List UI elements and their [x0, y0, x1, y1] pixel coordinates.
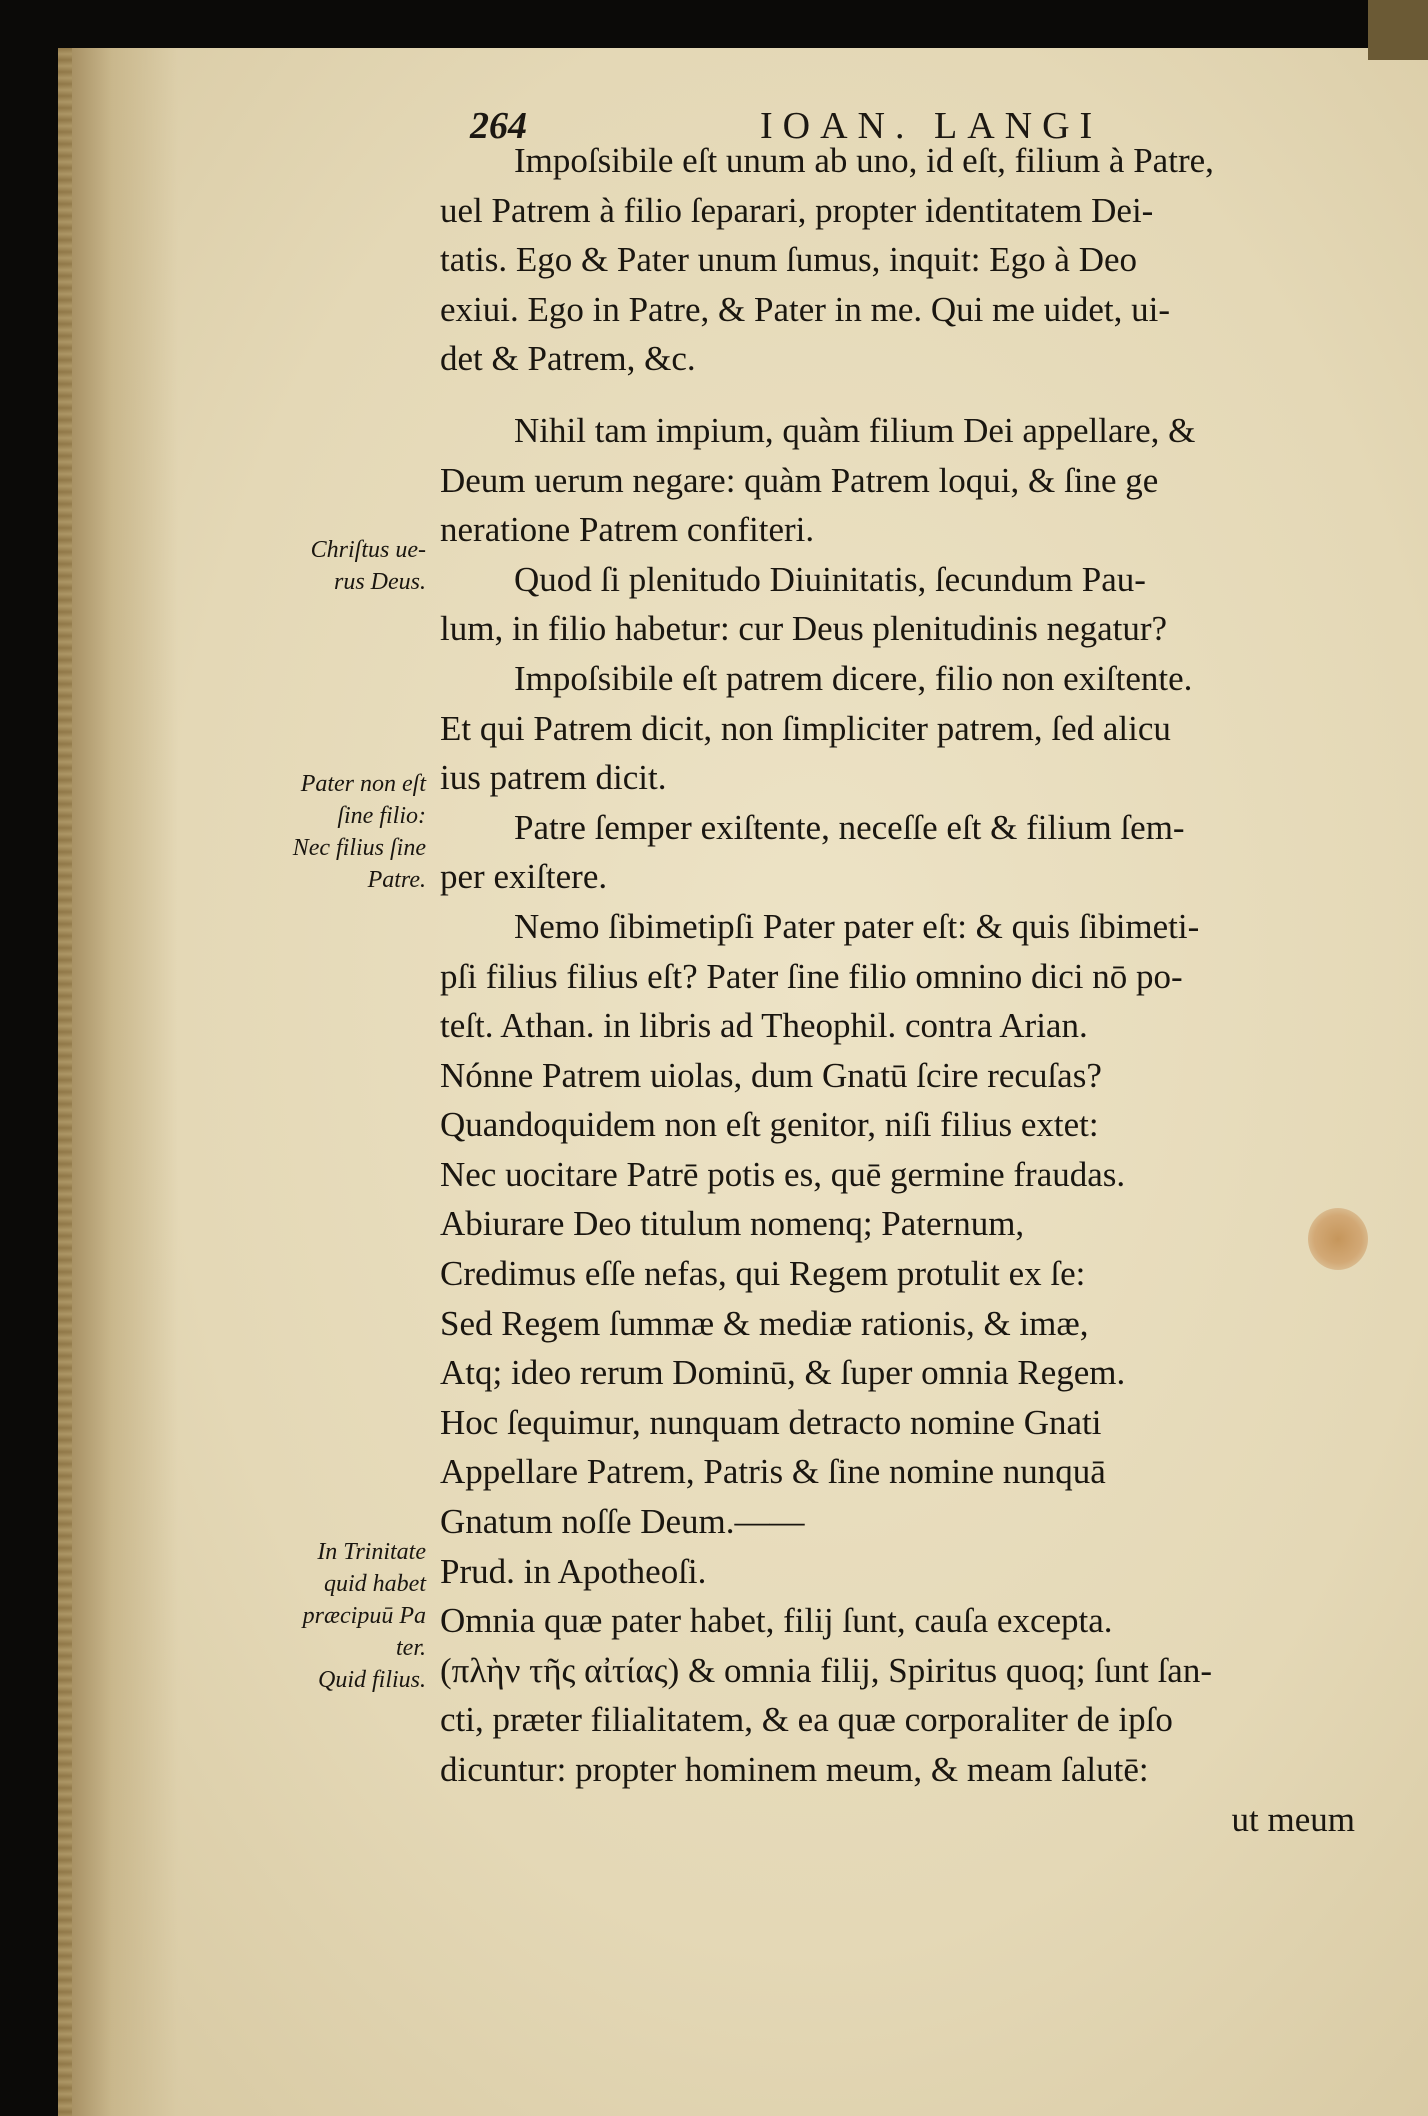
- text-line: Nec uocitare Patrē potis es, quē germine fraudas.: [440, 1154, 1126, 1194]
- text-line: Impoſsibile eſt unum ab uno, id eſt, filium à Patre,: [514, 141, 1214, 180]
- text-line: Et qui Patrem dicit, non ſimpliciter patrem, ſed alicu: [440, 708, 1171, 748]
- page-gutter-shadow: [58, 48, 178, 2116]
- text-line: Atq; ideo rerum Dominū, & ſuper omnia Regem.: [440, 1353, 1126, 1393]
- margin-note-line: ter.: [396, 1635, 426, 1661]
- margin-note-pater: [250, 768, 426, 896]
- margin-note-trinitate: [250, 1536, 426, 1696]
- text-line: cti, præter filialitatem, & ea quæ corporaliter de ipſo: [440, 1700, 1173, 1740]
- margin-note-line: ſine filio:: [337, 803, 426, 829]
- text-line: neratione Patrem confiteri.: [440, 510, 815, 550]
- margin-note-line: Pater non eſt: [300, 771, 426, 797]
- margin-note-line: In Trinitate: [317, 1539, 426, 1565]
- text-line: Hoc ſequimur, nunquam detracto nomine Gnati: [440, 1402, 1102, 1442]
- text-line: Abiurare Deo titulum nomenq; Paternum,: [440, 1204, 1025, 1244]
- text-line: exiui. Ego in Patre, & Pater in me. Qui me uidet, ui-: [440, 289, 1170, 329]
- margin-note-christus: [250, 534, 426, 598]
- catchword: ut meum: [1231, 1799, 1355, 1839]
- margin-note-line: quid habet: [324, 1571, 426, 1597]
- text-line: pſi filius filius eſt? Pater ſine filio omnino dici nō po-: [440, 956, 1183, 996]
- page-edge: [58, 48, 72, 2116]
- text-line: Gnatum noſſe Deum.——: [440, 1502, 805, 1542]
- text-line: lum, in filio habetur: cur Deus plenitudinis negatur?: [440, 609, 1168, 649]
- text-line: Appellare Patrem, Patris & ſine nomine nunquā: [440, 1452, 1106, 1492]
- text-line: Omnia quæ pater habet, filij ſunt, cauſa excepta.: [440, 1601, 1113, 1641]
- text-line: Quod ſi plenitudo Diuinitatis, ſecundum Pau-: [514, 559, 1146, 599]
- margin-note-line: præcipuū Pa: [302, 1603, 426, 1629]
- text-line: per exiſtere.: [440, 857, 608, 897]
- text-line: Prud. in Apotheoſi.: [440, 1551, 707, 1591]
- text-line: Quandoquidem non eſt genitor, niſi filius extet:: [440, 1105, 1099, 1145]
- text-line: Impoſsibile eſt patrem dicere, filio non exiſtente.: [514, 658, 1193, 698]
- running-title: IOAN. LANGI: [760, 105, 1103, 147]
- text-line: uel Patrem à filio ſeparari, propter identitatem Dei-: [440, 190, 1154, 230]
- margin-note-line: Quid filius.: [317, 1667, 426, 1693]
- page-number: 264: [470, 105, 527, 147]
- text-line: Nónne Patrem uiolas, dum Gnatū ſcire recuſas?: [440, 1055, 1102, 1095]
- text-line: Sed Regem ſummæ & mediæ rationis, & imæ,: [440, 1303, 1089, 1343]
- main-text: [440, 136, 1385, 1844]
- margin-note-line: Patre.: [367, 867, 426, 893]
- text-line: Nihil tam impium, quàm filium Dei appellare, &: [514, 410, 1196, 450]
- text-line: Nemo ſibimetipſi Pater pater eſt: & quis ſibimeti-: [514, 906, 1200, 946]
- margin-note-line: Nec filius ſine: [292, 835, 426, 861]
- text-line: Deum uerum negare: quàm Patrem loqui, & ſine ge: [440, 460, 1159, 500]
- text-line: dicuntur: propter hominem meum, & meam ſalutē:: [440, 1750, 1149, 1789]
- text-line: (πλὴν τῆς αἰτίας) & omnia filij, Spiritus quoq; ſunt ſan-: [440, 1650, 1212, 1690]
- margin-note-line: Chriſtus ue-: [310, 537, 426, 563]
- text-line: Credimus eſſe nefas, qui Regem protulit ex ſe:: [440, 1254, 1086, 1294]
- text-line: Patre ſemper exiſtente, neceſſe eſt & filium ſem-: [514, 807, 1185, 847]
- corner-binding: [1368, 0, 1428, 60]
- margin-note-line: rus Deus.: [333, 569, 426, 595]
- text-line: det & Patrem, &c.: [440, 339, 696, 379]
- paragraph-gap: [440, 384, 1385, 406]
- text-line: ius patrem dicit.: [440, 758, 667, 798]
- text-line: teſt. Athan. in libris ad Theophil. contra Arian.: [440, 1006, 1088, 1046]
- text-line: tatis. Ego & Pater unum ſumus, inquit: Ego à Deo: [440, 240, 1138, 280]
